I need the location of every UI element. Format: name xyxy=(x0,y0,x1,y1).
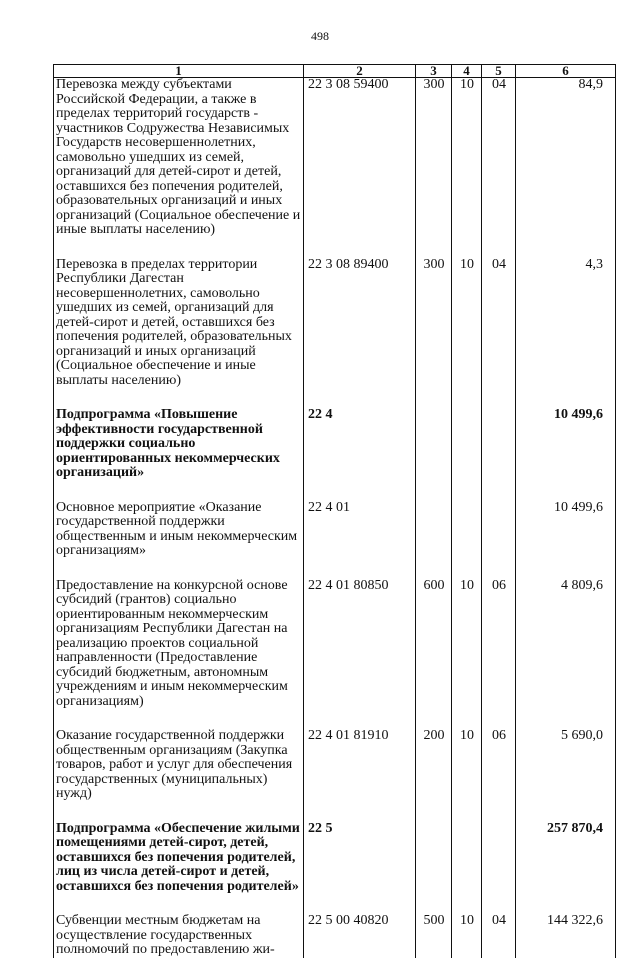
spacer-cell xyxy=(416,388,452,408)
header-col-6: 6 xyxy=(516,65,616,78)
spacer-cell xyxy=(516,709,616,729)
row-col3: 300 xyxy=(416,258,452,389)
row-amount: 5 690,0 xyxy=(516,729,616,802)
spacer-cell xyxy=(416,894,452,914)
row-amount: 144 322,6 xyxy=(516,914,616,958)
row-col5: 04 xyxy=(482,258,516,389)
row-col3 xyxy=(416,822,452,895)
spacer-cell xyxy=(452,709,482,729)
row-col4: 10 xyxy=(452,78,482,238)
spacer-cell xyxy=(54,559,304,579)
row-code: 22 4 01 80850 xyxy=(304,579,416,710)
spacer-cell xyxy=(304,894,416,914)
table-row xyxy=(54,822,616,895)
spacer-cell xyxy=(516,559,616,579)
row-name: Перевозка в пределах территории Республики Дагестан несовершеннолетних, самовольно ушедших из семей, организаций для детей-сирот и детей, оставшихся без попечения родителей, образовательных организаций и иных организаций (Социальное обеспечение и иные выплаты населению) xyxy=(54,258,304,389)
spacer-cell xyxy=(482,559,516,579)
row-code: 22 4 01 xyxy=(304,501,416,559)
row-code: 22 3 08 59400 xyxy=(304,78,416,238)
spacer-cell xyxy=(482,238,516,258)
row-name: Основное мероприятие «Оказание государственной поддержки общественным и иным некоммерческим организациям» xyxy=(54,501,304,559)
row-col5 xyxy=(482,408,516,481)
row-col3: 200 xyxy=(416,729,452,802)
row-col5: 06 xyxy=(482,729,516,802)
header-col-1: 1 xyxy=(54,65,304,78)
spacer-cell xyxy=(416,802,452,822)
row-spacer xyxy=(54,894,616,914)
spacer-cell xyxy=(54,802,304,822)
spacer-cell xyxy=(304,559,416,579)
table-row xyxy=(54,729,616,802)
spacer-cell xyxy=(452,481,482,501)
header-col-5: 5 xyxy=(482,65,516,78)
spacer-cell xyxy=(304,388,416,408)
row-name: Оказание государственной поддержки общественным организациям (Закупка товаров, работ и услуг для обеспечения государственных (муниципальных) нужд) xyxy=(54,729,304,802)
row-spacer xyxy=(54,709,616,729)
row-col4: 10 xyxy=(452,579,482,710)
spacer-cell xyxy=(452,559,482,579)
row-spacer xyxy=(54,559,616,579)
spacer-cell xyxy=(304,238,416,258)
row-col4 xyxy=(452,408,482,481)
row-col5 xyxy=(482,822,516,895)
row-name: Подпрограмма «Повышение эффективности государственной поддержки социально ориентированных некоммерческих организаций» xyxy=(54,408,304,481)
spacer-cell xyxy=(482,894,516,914)
row-amount: 10 499,6 xyxy=(516,501,616,559)
spacer-cell xyxy=(516,238,616,258)
spacer-cell xyxy=(54,481,304,501)
header-col-2: 2 xyxy=(304,65,416,78)
row-col3: 300 xyxy=(416,78,452,238)
row-col4 xyxy=(452,501,482,559)
row-amount: 10 499,6 xyxy=(516,408,616,481)
row-col3: 500 xyxy=(416,914,452,958)
header-col-4: 4 xyxy=(452,65,482,78)
table-row xyxy=(54,579,616,710)
row-amount: 84,9 xyxy=(516,78,616,238)
row-spacer xyxy=(54,481,616,501)
spacer-cell xyxy=(416,559,452,579)
spacer-cell xyxy=(482,481,516,501)
spacer-cell xyxy=(516,894,616,914)
budget-table xyxy=(53,64,616,958)
row-col5: 04 xyxy=(482,78,516,238)
row-col5: 06 xyxy=(482,579,516,710)
row-code: 22 5 xyxy=(304,822,416,895)
spacer-cell xyxy=(452,238,482,258)
row-name: Перевозка между субъектами Российской Федерации, а также в пределах территорий государств - участников Содружества Независимых Государств несовершеннолетних, самовольно ушедших из семей, организаций для детей-сирот и детей, оставшихся без попечения родителей, образовательных организаций и иных организаций (Социальное обеспечение и иные выплаты населению) xyxy=(54,78,304,238)
row-spacer xyxy=(54,388,616,408)
spacer-cell xyxy=(54,238,304,258)
header-row xyxy=(54,65,616,78)
spacer-cell xyxy=(416,709,452,729)
row-col4: 10 xyxy=(452,914,482,958)
row-name: Предоставление на конкурсной основе субсидий (грантов) социально ориентированным некоммерческим организациям Республики Дагестан на реализацию проектов социальной направленности (Предоставление субсидий бюджетным, автономным учреждениям и иным некоммерческим организациям) xyxy=(54,579,304,710)
row-col5 xyxy=(482,501,516,559)
row-amount: 4 809,6 xyxy=(516,579,616,710)
spacer-cell xyxy=(304,802,416,822)
table-row xyxy=(54,78,616,238)
row-col3 xyxy=(416,408,452,481)
row-code: 22 4 01 81910 xyxy=(304,729,416,802)
spacer-cell xyxy=(482,802,516,822)
row-code: 22 5 00 40820 xyxy=(304,914,416,958)
spacer-cell xyxy=(482,709,516,729)
row-amount: 4,3 xyxy=(516,258,616,389)
spacer-cell xyxy=(54,388,304,408)
row-amount: 257 870,4 xyxy=(516,822,616,895)
row-col3 xyxy=(416,501,452,559)
page-number: 498 xyxy=(311,29,329,43)
row-code: 22 4 xyxy=(304,408,416,481)
spacer-cell xyxy=(416,481,452,501)
spacer-cell xyxy=(54,894,304,914)
spacer-cell xyxy=(516,802,616,822)
spacer-cell xyxy=(416,238,452,258)
row-col4: 10 xyxy=(452,258,482,389)
table-row xyxy=(54,914,616,958)
row-col5: 04 xyxy=(482,914,516,958)
spacer-cell xyxy=(482,388,516,408)
table-body xyxy=(54,78,616,958)
spacer-cell xyxy=(304,481,416,501)
row-col3: 600 xyxy=(416,579,452,710)
table-row xyxy=(54,501,616,559)
header-col-3: 3 xyxy=(416,65,452,78)
row-col4 xyxy=(452,822,482,895)
row-name: Субвенции местным бюджетам на осуществление государственных полномочий по предоставлению жи- xyxy=(54,914,304,958)
row-spacer xyxy=(54,802,616,822)
row-spacer xyxy=(54,238,616,258)
table-row xyxy=(54,408,616,481)
spacer-cell xyxy=(516,481,616,501)
spacer-cell xyxy=(516,388,616,408)
table-row xyxy=(54,258,616,389)
spacer-cell xyxy=(452,802,482,822)
row-name: Подпрограмма «Обеспечение жилыми помещениями детей-сирот, детей, оставшихся без попечения родителей, лиц из числа детей-сирот и детей, оставшихся без попечения родителей» xyxy=(54,822,304,895)
row-code: 22 3 08 89400 xyxy=(304,258,416,389)
spacer-cell xyxy=(452,388,482,408)
spacer-cell xyxy=(452,894,482,914)
row-col4: 10 xyxy=(452,729,482,802)
spacer-cell xyxy=(54,709,304,729)
spacer-cell xyxy=(304,709,416,729)
